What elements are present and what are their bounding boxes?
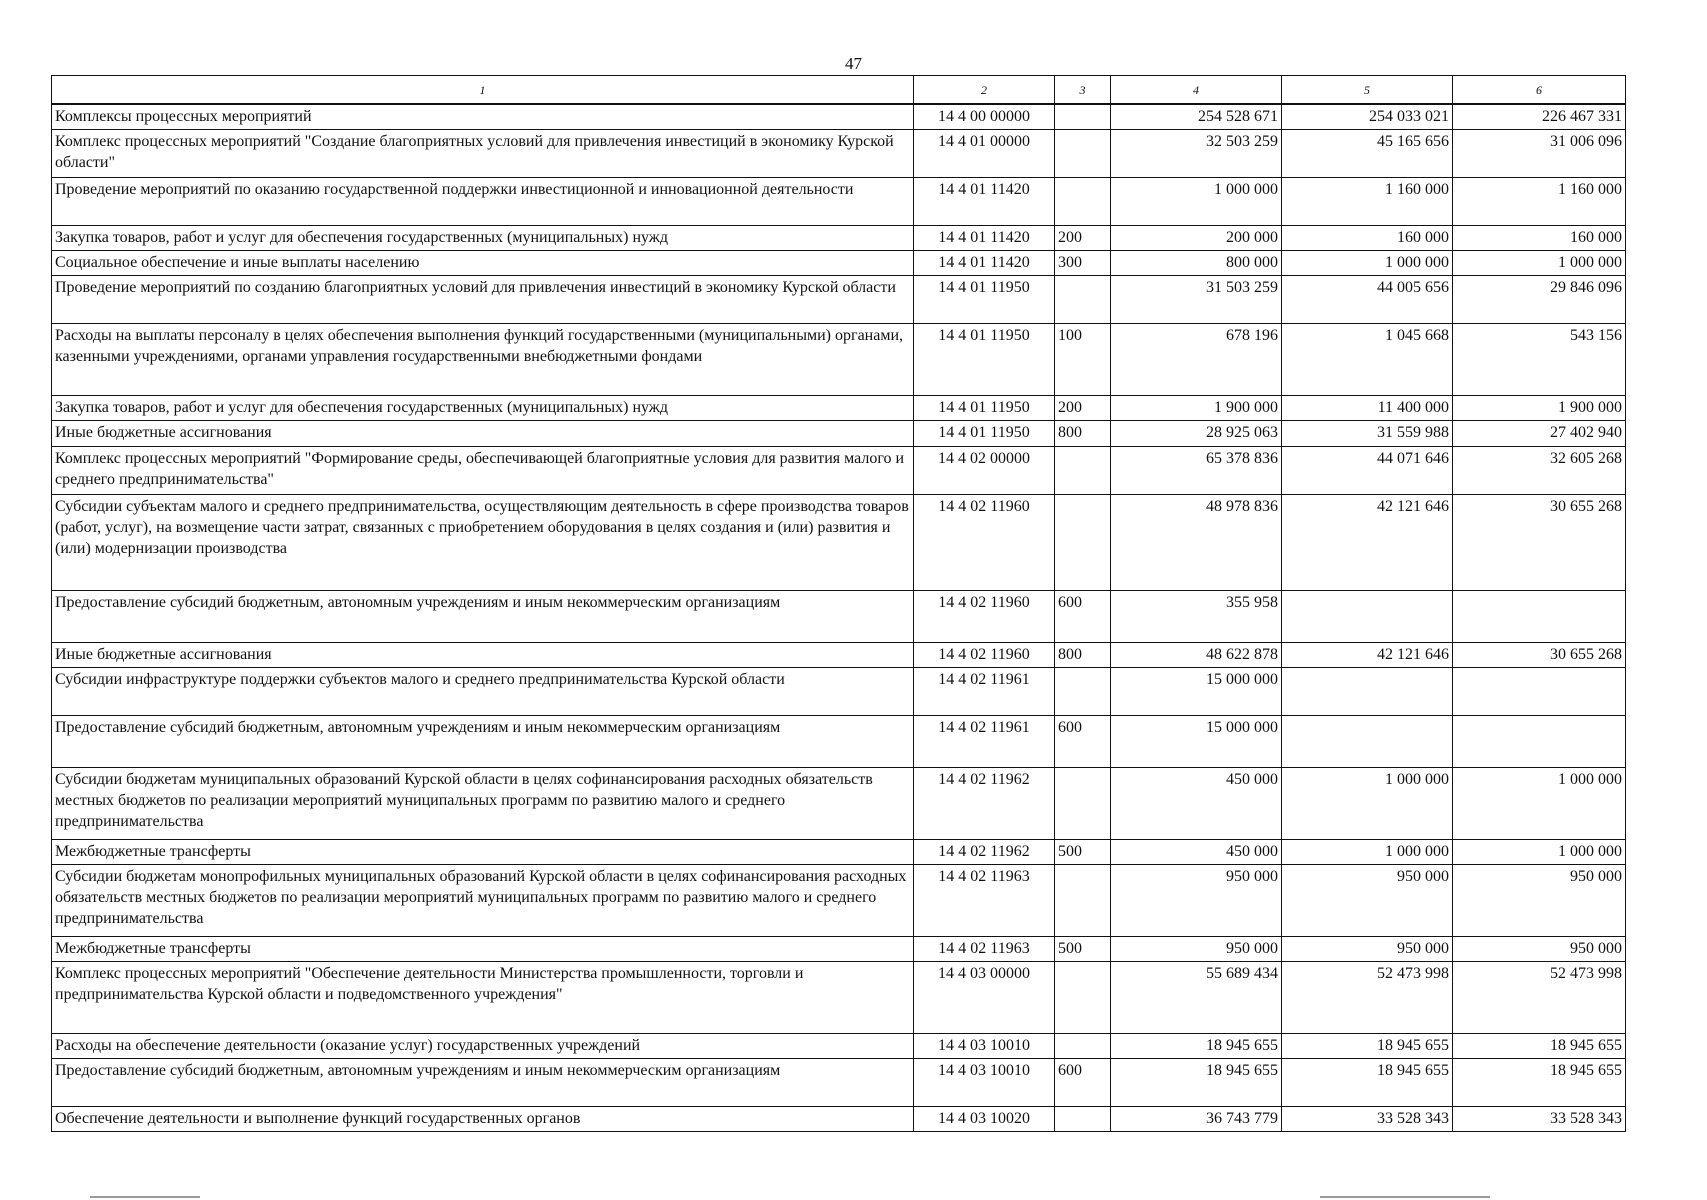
table-row <box>52 494 1626 590</box>
row-value-col5: 42 121 646 <box>1282 642 1453 667</box>
row-name-cell: Межбюджетные трансферты <box>52 839 914 864</box>
row-value-col4: 200 000 <box>1111 226 1282 251</box>
row-value-col6 <box>1453 715 1626 767</box>
row-type-cell <box>1055 1033 1111 1058</box>
row-name-cell: Предоставление субсидий бюджетным, автономным учреждениям и иным некоммерческим организациям <box>52 715 914 767</box>
row-code-cell: 14 4 01 11950 <box>914 421 1055 446</box>
row-name-cell: Обеспечение деятельности и выполнение функций государственных органов <box>52 1106 914 1131</box>
column-header: 6 <box>1453 76 1626 105</box>
row-code-cell: 14 4 02 11960 <box>914 494 1055 590</box>
row-code-cell: 14 4 02 00000 <box>914 446 1055 494</box>
row-code-cell: 14 4 02 11961 <box>914 667 1055 715</box>
row-code-cell: 14 4 01 11420 <box>914 226 1055 251</box>
row-code-cell: 14 4 01 11420 <box>914 251 1055 276</box>
row-code-cell: 14 4 02 11961 <box>914 715 1055 767</box>
column-header: 5 <box>1282 76 1453 105</box>
row-code-cell: 14 4 01 11950 <box>914 396 1055 421</box>
row-name-cell: Комплексы процессных мероприятий <box>52 104 914 130</box>
table-row <box>52 590 1626 642</box>
row-value-col5: 52 473 998 <box>1282 961 1453 1033</box>
row-value-col4: 55 689 434 <box>1111 961 1282 1033</box>
row-name-cell: Расходы на выплаты персоналу в целях обеспечения выполнения функций государственными (муниципальными) органами, казенными учреждениями, органами управления государственными внебюджетными фондами <box>52 324 914 396</box>
row-name-cell: Проведение мероприятий по созданию благоприятных условий для привлечения инвестиций в экономику Курской области <box>52 276 914 324</box>
column-header: 3 <box>1055 76 1111 105</box>
row-type-cell <box>1055 494 1111 590</box>
row-type-cell: 200 <box>1055 226 1111 251</box>
row-type-cell: 600 <box>1055 715 1111 767</box>
row-code-cell: 14 4 01 00000 <box>914 130 1055 178</box>
row-value-col6: 1 160 000 <box>1453 178 1626 226</box>
row-value-col6: 950 000 <box>1453 936 1626 961</box>
row-value-col6: 950 000 <box>1453 864 1626 936</box>
row-name-cell: Предоставление субсидий бюджетным, автономным учреждениям и иным некоммерческим организациям <box>52 1058 914 1106</box>
row-value-col4: 15 000 000 <box>1111 667 1282 715</box>
budget-table <box>51 75 1626 1132</box>
row-value-col6: 52 473 998 <box>1453 961 1626 1033</box>
table-row <box>52 130 1626 178</box>
row-code-cell: 14 4 03 10020 <box>914 1106 1055 1131</box>
row-value-col4: 950 000 <box>1111 936 1282 961</box>
table-header-row <box>52 76 1626 105</box>
table-body <box>52 104 1626 1132</box>
table-row <box>52 421 1626 446</box>
row-type-cell: 300 <box>1055 251 1111 276</box>
row-value-col5 <box>1282 667 1453 715</box>
row-value-col4: 36 743 779 <box>1111 1106 1282 1131</box>
table-row <box>52 276 1626 324</box>
table-row <box>52 839 1626 864</box>
row-value-col6 <box>1453 667 1626 715</box>
row-name-cell: Проведение мероприятий по оказанию государственной поддержки инвестиционной и инновационной деятельности <box>52 178 914 226</box>
row-value-col4: 1 000 000 <box>1111 178 1282 226</box>
row-value-col4: 678 196 <box>1111 324 1282 396</box>
row-value-col6: 32 605 268 <box>1453 446 1626 494</box>
row-type-cell <box>1055 446 1111 494</box>
row-value-col6: 543 156 <box>1453 324 1626 396</box>
table-row <box>52 104 1626 130</box>
footer-scan-mark <box>90 1196 200 1198</box>
row-name-cell: Иные бюджетные ассигнования <box>52 642 914 667</box>
row-name-cell: Субсидии бюджетам муниципальных образований Курской области в целях софинансирования расходных обязательств местных бюджетов по реализации мероприятий муниципальных программ по развитию малого и среднего предпринимательства <box>52 767 914 839</box>
row-code-cell: 14 4 02 11962 <box>914 839 1055 864</box>
row-type-cell <box>1055 130 1111 178</box>
row-value-col5: 33 528 343 <box>1282 1106 1453 1131</box>
row-type-cell: 200 <box>1055 396 1111 421</box>
row-value-col4: 800 000 <box>1111 251 1282 276</box>
row-name-cell: Предоставление субсидий бюджетным, автономным учреждениям и иным некоммерческим организациям <box>52 590 914 642</box>
row-name-cell: Закупка товаров, работ и услуг для обеспечения государственных (муниципальных) нужд <box>52 226 914 251</box>
row-value-col6 <box>1453 590 1626 642</box>
row-value-col4: 950 000 <box>1111 864 1282 936</box>
row-type-cell <box>1055 667 1111 715</box>
row-value-col4: 450 000 <box>1111 767 1282 839</box>
row-value-col5: 44 071 646 <box>1282 446 1453 494</box>
row-value-col5: 950 000 <box>1282 864 1453 936</box>
table-row <box>52 961 1626 1033</box>
table-row <box>52 864 1626 936</box>
row-type-cell <box>1055 178 1111 226</box>
footer-scan-mark <box>1320 1196 1490 1198</box>
row-type-cell: 800 <box>1055 421 1111 446</box>
row-value-col5: 44 005 656 <box>1282 276 1453 324</box>
row-code-cell: 14 4 03 10010 <box>914 1058 1055 1106</box>
row-code-cell: 14 4 02 11960 <box>914 590 1055 642</box>
row-value-col4: 254 528 671 <box>1111 104 1282 130</box>
row-value-col4: 28 925 063 <box>1111 421 1282 446</box>
row-value-col4: 355 958 <box>1111 590 1282 642</box>
row-name-cell: Комплекс процессных мероприятий "Создание благоприятных условий для привлечения инвестиций в экономику Курской области" <box>52 130 914 178</box>
row-value-col4: 1 900 000 <box>1111 396 1282 421</box>
table-row <box>52 1033 1626 1058</box>
row-value-col5: 1 000 000 <box>1282 767 1453 839</box>
row-name-cell: Межбюджетные трансферты <box>52 936 914 961</box>
row-code-cell: 14 4 00 00000 <box>914 104 1055 130</box>
row-value-col5 <box>1282 715 1453 767</box>
row-value-col4: 18 945 655 <box>1111 1033 1282 1058</box>
row-code-cell: 14 4 02 11963 <box>914 864 1055 936</box>
column-header: 2 <box>914 76 1055 105</box>
row-code-cell: 14 4 01 11420 <box>914 178 1055 226</box>
row-value-col6: 1 000 000 <box>1453 251 1626 276</box>
row-code-cell: 14 4 02 11963 <box>914 936 1055 961</box>
row-value-col5: 1 045 668 <box>1282 324 1453 396</box>
row-value-col4: 18 945 655 <box>1111 1058 1282 1106</box>
row-name-cell: Субсидии субъектам малого и среднего предпринимательства, осуществляющим деятельность в сфере производства товаров (работ, услуг), на возмещение части затрат, связанных с приобретением оборудования в целях создания и (или) развития и (или) модернизации производства <box>52 494 914 590</box>
row-value-col4: 48 978 836 <box>1111 494 1282 590</box>
row-code-cell: 14 4 02 11960 <box>914 642 1055 667</box>
row-type-cell <box>1055 767 1111 839</box>
row-value-col5 <box>1282 590 1453 642</box>
row-value-col4: 65 378 836 <box>1111 446 1282 494</box>
row-value-col6: 160 000 <box>1453 226 1626 251</box>
row-type-cell <box>1055 961 1111 1033</box>
table-row <box>52 251 1626 276</box>
row-value-col5: 11 400 000 <box>1282 396 1453 421</box>
row-value-col5: 18 945 655 <box>1282 1033 1453 1058</box>
table-row <box>52 324 1626 396</box>
row-type-cell <box>1055 1106 1111 1131</box>
row-value-col4: 31 503 259 <box>1111 276 1282 324</box>
table-row <box>52 667 1626 715</box>
row-value-col6: 1 900 000 <box>1453 396 1626 421</box>
row-value-col5: 1 000 000 <box>1282 839 1453 864</box>
row-type-cell: 500 <box>1055 936 1111 961</box>
row-value-col5: 1 160 000 <box>1282 178 1453 226</box>
row-value-col5: 950 000 <box>1282 936 1453 961</box>
row-value-col6: 29 846 096 <box>1453 276 1626 324</box>
row-type-cell: 600 <box>1055 590 1111 642</box>
row-value-col5: 18 945 655 <box>1282 1058 1453 1106</box>
table-row <box>52 767 1626 839</box>
row-value-col5: 1 000 000 <box>1282 251 1453 276</box>
row-value-col6: 1 000 000 <box>1453 767 1626 839</box>
table-row <box>52 1106 1626 1131</box>
row-name-cell: Комплекс процессных мероприятий "Формирование среды, обеспечивающей благоприятные условия для развития малого и среднего предпринимательства" <box>52 446 914 494</box>
row-value-col6: 30 655 268 <box>1453 642 1626 667</box>
row-value-col6: 33 528 343 <box>1453 1106 1626 1131</box>
row-type-cell <box>1055 864 1111 936</box>
row-value-col5: 160 000 <box>1282 226 1453 251</box>
row-name-cell: Субсидии инфраструктуре поддержки субъектов малого и среднего предпринимательства Курской области <box>52 667 914 715</box>
table-row <box>52 396 1626 421</box>
row-value-col4: 32 503 259 <box>1111 130 1282 178</box>
row-type-cell <box>1055 276 1111 324</box>
row-type-cell: 500 <box>1055 839 1111 864</box>
row-name-cell: Социальное обеспечение и иные выплаты населению <box>52 251 914 276</box>
row-value-col6: 18 945 655 <box>1453 1058 1626 1106</box>
table-row <box>52 642 1626 667</box>
column-header: 1 <box>52 76 914 105</box>
row-value-col6: 1 000 000 <box>1453 839 1626 864</box>
page-number: 47 <box>845 54 862 73</box>
row-name-cell: Субсидии бюджетам монопрофильных муниципальных образований Курской области в целях софинансирования расходных обязательств местных бюджетов по реализации мероприятий муниципальных программ по развитию малого и среднего предпринимательства <box>52 864 914 936</box>
row-type-cell: 800 <box>1055 642 1111 667</box>
row-value-col5: 31 559 988 <box>1282 421 1453 446</box>
row-type-cell: 600 <box>1055 1058 1111 1106</box>
row-value-col6: 31 006 096 <box>1453 130 1626 178</box>
row-name-cell: Закупка товаров, работ и услуг для обеспечения государственных (муниципальных) нужд <box>52 396 914 421</box>
table-row <box>52 936 1626 961</box>
row-type-cell <box>1055 104 1111 130</box>
table-row <box>52 446 1626 494</box>
row-type-cell: 100 <box>1055 324 1111 396</box>
row-value-col5: 42 121 646 <box>1282 494 1453 590</box>
row-value-col4: 450 000 <box>1111 839 1282 864</box>
row-value-col5: 45 165 656 <box>1282 130 1453 178</box>
row-value-col6: 27 402 940 <box>1453 421 1626 446</box>
table-row <box>52 715 1626 767</box>
row-value-col6: 18 945 655 <box>1453 1033 1626 1058</box>
column-header: 4 <box>1111 76 1282 105</box>
row-code-cell: 14 4 01 11950 <box>914 324 1055 396</box>
row-code-cell: 14 4 03 10010 <box>914 1033 1055 1058</box>
row-value-col5: 254 033 021 <box>1282 104 1453 130</box>
row-name-cell: Иные бюджетные ассигнования <box>52 421 914 446</box>
row-name-cell: Расходы на обеспечение деятельности (оказание услуг) государственных учреждений <box>52 1033 914 1058</box>
row-value-col6: 30 655 268 <box>1453 494 1626 590</box>
row-code-cell: 14 4 03 00000 <box>914 961 1055 1033</box>
table-row <box>52 178 1626 226</box>
row-code-cell: 14 4 02 11962 <box>914 767 1055 839</box>
row-value-col6: 226 467 331 <box>1453 104 1626 130</box>
row-code-cell: 14 4 01 11950 <box>914 276 1055 324</box>
row-value-col4: 48 622 878 <box>1111 642 1282 667</box>
table-row <box>52 1058 1626 1106</box>
row-value-col4: 15 000 000 <box>1111 715 1282 767</box>
row-name-cell: Комплекс процессных мероприятий "Обеспечение деятельности Министерства промышленности, торговли и предпринимательства Курской области и подведомственного учреждения" <box>52 961 914 1033</box>
table-row <box>52 226 1626 251</box>
